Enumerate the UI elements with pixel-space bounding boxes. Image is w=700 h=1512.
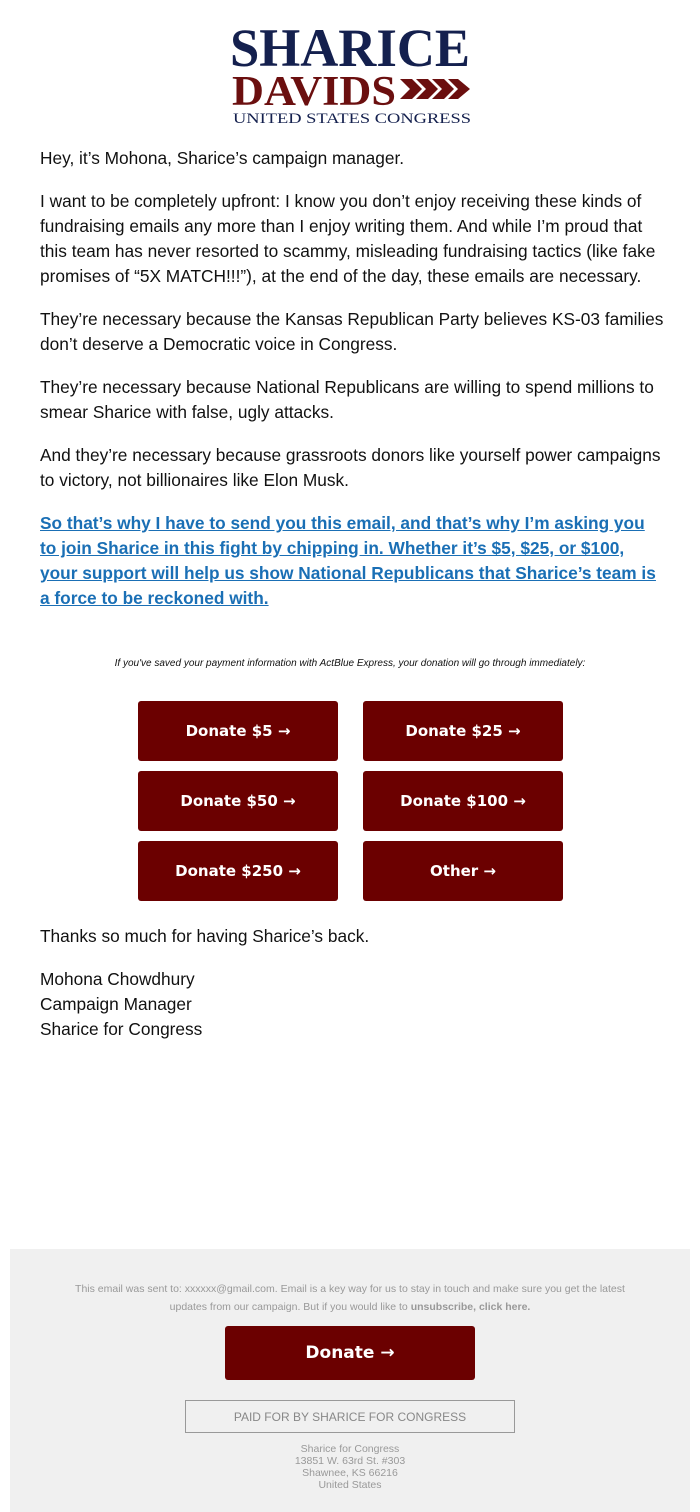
closing-section: [40, 924, 665, 1060]
donate-50-button[interactable]: Donate $50 →: [138, 771, 338, 831]
signature-title: Campaign Manager: [40, 994, 192, 1014]
donate-other-button[interactable]: Other →: [363, 841, 563, 901]
donate-100-button[interactable]: Donate $100 →: [363, 771, 563, 831]
paragraph-upfront: I want to be completely upfront: I know you don’t enjoy receiving these kinds of fundraising emails any more than I enjoy writing them. And while I’m proud that this team has never resorted to scammy, misleading fundraising tactics (like fake promises of “5X MATCH!!!”), at the end of the day, these emails are necessary.: [40, 191, 656, 286]
signature-name: Mohona Chowdhury: [40, 969, 195, 989]
email-body: [40, 146, 665, 634]
arrow-icon: [400, 79, 470, 99]
greeting-text: Hey, it’s Mohona, Sharice’s campaign manager.: [40, 148, 405, 168]
signature: [40, 967, 665, 1042]
cta-paragraph: [40, 511, 665, 611]
paragraph-grassroots: And they’re necessary because grassroots donors like yourself power campaigns to victory, not billionaires like Elon Musk.: [40, 445, 661, 490]
address-city: Shawnee, KS 66216: [302, 1467, 398, 1479]
unsubscribe-link[interactable]: unsubscribe, click here.: [410, 1301, 531, 1313]
paid-for-disclaimer: PAID FOR BY SHARICE FOR CONGRESS: [185, 1400, 515, 1433]
actblue-express-note: If you've saved your payment information with ActBlue Express, your donation will go through immediately:: [114, 658, 586, 669]
logo-line-davids: DAVIDS: [232, 69, 396, 115]
thanks-text: Thanks so much for having Sharice’s back.: [40, 926, 370, 946]
logo-line-sharice: SHARICE: [230, 18, 470, 78]
address-org: Sharice for Congress: [300, 1443, 400, 1455]
address-street: 13851 W. 63rd St. #303: [294, 1455, 406, 1467]
donate-5-button[interactable]: Donate $5 →: [138, 701, 338, 761]
campaign-logo: [0, 18, 700, 130]
sent-to-text: This email was sent to: xxxxxx@gmail.com. Email is a key way for us to stay in touch and make sure you get the latest updates from our campaign. But if you would like to: [75, 1283, 625, 1313]
footer-address: [10, 1443, 690, 1491]
paragraph-national: They’re necessary because National Republicans are willing to spend millions to smear Sharice with false, ugly attacks.: [40, 377, 654, 422]
donate-250-button[interactable]: Donate $250 →: [138, 841, 338, 901]
signature-org: Sharice for Congress: [40, 1019, 203, 1039]
logo-line-congress: UNITED STATES CONGRESS: [233, 111, 471, 127]
email-footer: [10, 1249, 690, 1512]
cta-link[interactable]: So that’s why I have to send you this email, and that’s why I’m asking you to join Sharice in this fight by chipping in. Whether it’s $5, $25, or $100, your support will help us show National Republicans that Sharice’s team is a force to be reckoned with.: [40, 513, 656, 608]
paragraph-kansas: They’re necessary because the Kansas Republican Party believes KS-03 families don’t deserve a Democratic voice in Congress.: [40, 309, 664, 354]
footer-donate-button[interactable]: Donate →: [225, 1326, 475, 1380]
address-country: United States: [318, 1479, 382, 1491]
footer-fine-print: [55, 1280, 645, 1316]
donate-25-button[interactable]: Donate $25 →: [363, 701, 563, 761]
